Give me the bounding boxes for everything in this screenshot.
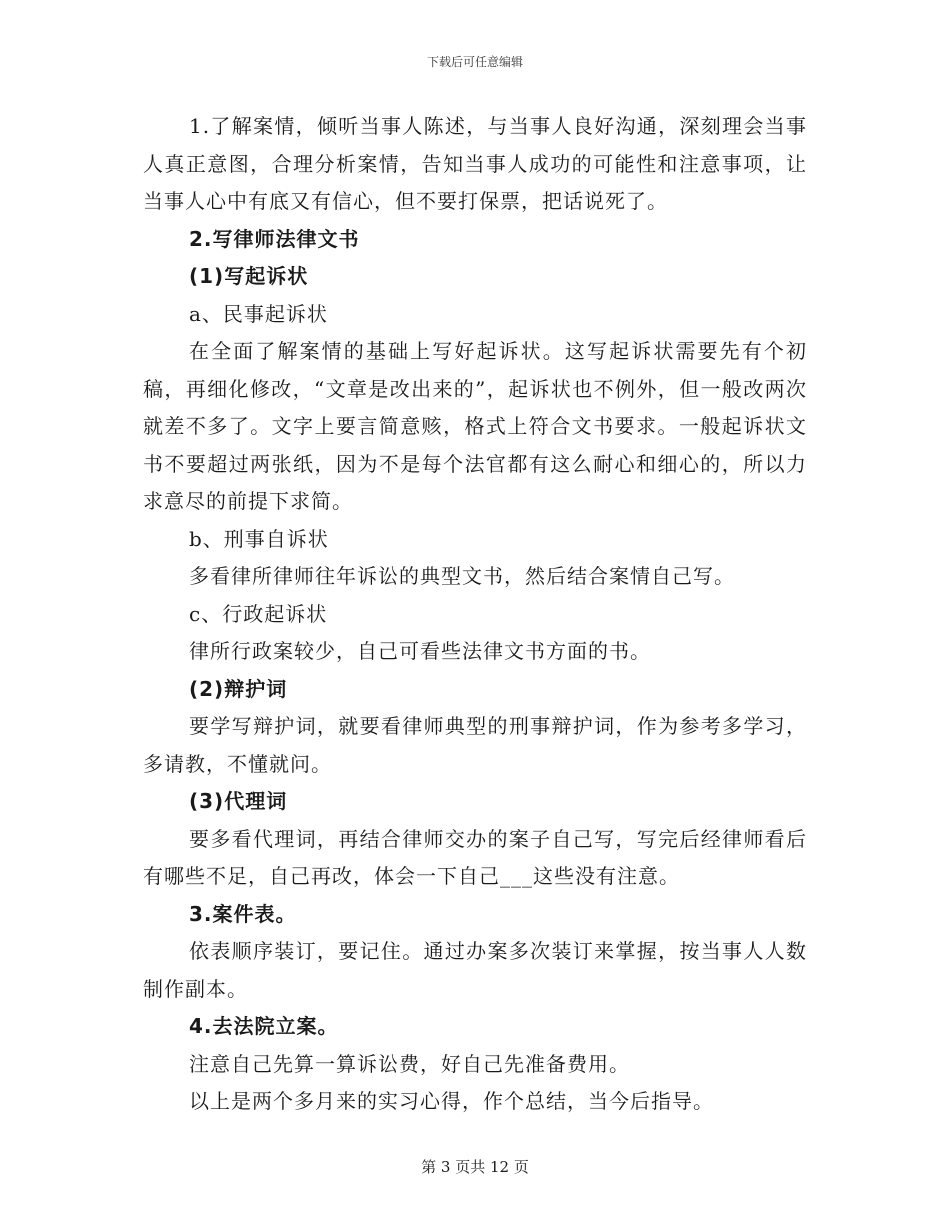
paragraph: a、民事起诉状 <box>189 301 328 326</box>
subsection-heading: (1)写起诉状 <box>189 264 309 288</box>
paragraph: b、刑事自诉状 <box>189 526 329 551</box>
paragraph: c、行政起诉状 <box>189 601 328 626</box>
paragraph: 要学写辩护词，就要看律师典型的刑事辩护词，作为参考多学习，多请教，不懂就问。 <box>143 714 807 776</box>
paragraph: 多看律所律师往年诉讼的典型文书，然后结合案情自己写。 <box>189 564 735 588</box>
document-body <box>143 108 807 1121</box>
subsection-heading: (2)辩护词 <box>189 676 288 701</box>
paragraph: 律所行政案较少，自己可看些法律文书方面的书。 <box>189 639 651 663</box>
page-number: 第 3 页共 12 页 <box>421 1158 529 1176</box>
paragraph: 依表顺序装订，要记住。通过办案多次装订来掌握，按当事人人数制作副本。 <box>143 939 807 1001</box>
paragraph: 要多看代理词，再结合律师交办的案子自己写，写完后经律师看后有哪些不足，自己再改，体会一下自己___这些没有注意。 <box>143 826 807 888</box>
paragraph: 注意自己先算一算诉讼费，好自己先准备费用。 <box>189 1051 630 1076</box>
section-heading: 3.案件表。 <box>189 901 297 926</box>
subsection-heading: (3)代理词 <box>189 789 288 813</box>
paragraph: 以上是两个多月来的实习心得，作个总结，当今后指导。 <box>189 1089 714 1113</box>
section-heading: 2.写律师法律文书 <box>189 226 360 251</box>
paragraph: 在全面了解案情的基础上写好起诉状。这写起诉状需要先有个初稿，再细化修改，“文章是改出来的”，起诉状也不例外，但一般改两次就差不多了。文字上要言简意赅，格式上符合文书要求。一般起诉状文书不要超过两张纸，因为不是每个法官都有这么耐心和细心的，所以力求意尽的前提下求简。 <box>143 339 807 513</box>
section-heading: 4.去法院立案。 <box>189 1014 339 1038</box>
paragraph: 1.了解案情，倾听当事人陈述，与当事人良好沟通，深刻理会当事人真正意图，合理分析案情，告知当事人成功的可能性和注意事项，让当事人心中有底又有信心，但不要打保票，把话说死了。 <box>143 114 807 213</box>
header-note: 下载后可任意编辑 <box>426 55 523 69</box>
